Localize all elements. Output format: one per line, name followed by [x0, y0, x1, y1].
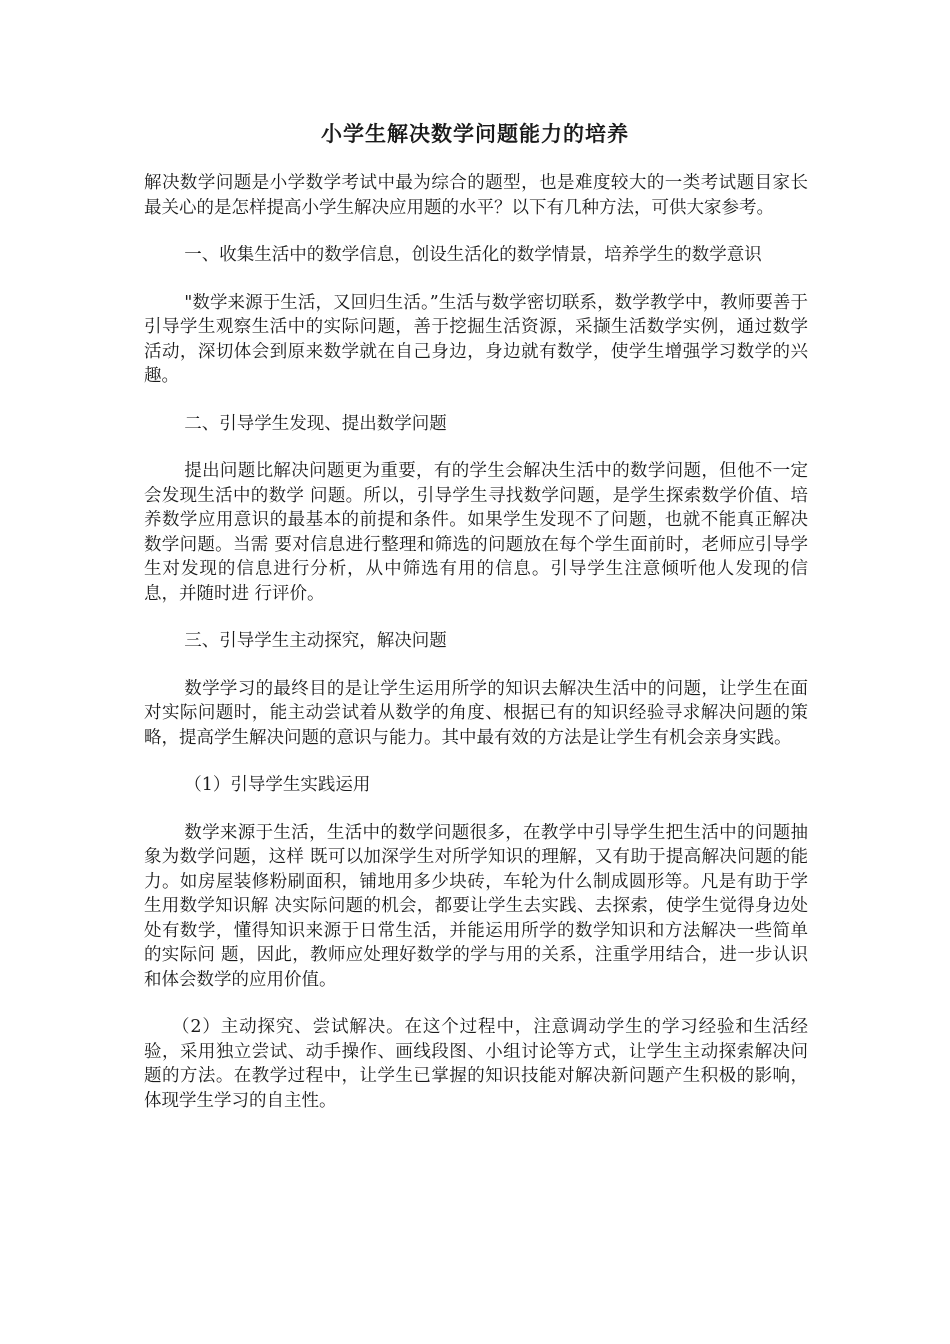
paragraph-subsection-2: （2）主动探究、尝试解决。在这个过程中，注意调动学生的学习经验和生活经验，采用独立尝试、动手操作、画线段图、小组讨论等方式，让学生主动探索解决问题的方法。在教学过程中，让学生已掌握的知识技能对解决新问题产生积极的影响，体现学生学习的自主性。 [144, 1017, 808, 1111]
paragraph-section-2: 提出问题比解决问题更为重要，有的学生会解决生活中的数学问题，但他不一定会发现生活中的数学 问题。所以，引导学生寻找数学问题，是学生探索数学价值、培养数学应用意识的最基本的前提和条件。如果学生发现不了问题，也就不能真正解决数学问题。当需 要对信息进行整理和筛选的问题放在每个学生面前时，老师应引导学生对发现的信息进行分析，从中筛选有用的信息。引导学生注意倾听他人发现的信息，并随时进 行评价。 [144, 461, 808, 604]
paragraph-subsection-1: 数学来源于生活，生活中的数学问题很多，在教学中引导学生把生活中的问题抽象为数学问题，这样 既可以加深学生对所学知识的理解，又有助于提高解决问题的能力。如房屋装修粉刷面积，铺地用多少块砖，车轮为什么制成圆形等。凡是有助于学生用数学知识解 决实际问题的机会，都要让学生去实践、去探索，使学生觉得身边处处有数学，懂得知识来源于日常生活，并能运用所学的数学知识和方法解决一些简单的实际问 题，因此，教师应处理好数学的学与用的关系，注重学用结合，进一步认识和体会数学的应用价值。 [144, 822, 808, 990]
intro-paragraph: 解决数学问题是小学数学考试中最为综合的题型，也是难度较大的一类考试题目家长最关心的是怎样提高小学生解决应用题的水平？以下有几种方法，可供大家参考。 [144, 173, 808, 218]
paragraph-section-3: 数学学习的最终目的是让学生运用所学的知识去解决生活中的问题，让学生在面对实际问题时，能主动尝试着从数学的角度、根据已有的知识经验寻求解决问题的策略，提高学生解决问题的意识与能力。其中最有效的方法是让学生有机会亲身实践。 [144, 678, 808, 748]
section-heading-3: 三、引导学生主动探究，解决问题 [184, 631, 447, 651]
paragraph-section-1: "数学来源于生活，又回归生活。”生活与数学密切联系，数学教学中，教师要善于引导学生观察生活中的实际问题，善于挖掘生活资源，采撷生活数学实例，通过数学活动，深切体会到原来数学就在自己身边，身边就有数学，使学生增强学习数学的兴趣。 [144, 292, 808, 386]
document-title: 小学生解决数学问题能力的培养 [321, 122, 629, 146]
section-heading-2: 二、引导学生发现、提出数学问题 [184, 413, 447, 434]
document-body [144, 171, 808, 1113]
subsection-heading-1: （1）引导学生实践运用 [184, 775, 371, 795]
section-heading-1: 一、收集生活中的数学信息，创设生活化的数学情景，培养学生的数学意识 [184, 245, 762, 265]
